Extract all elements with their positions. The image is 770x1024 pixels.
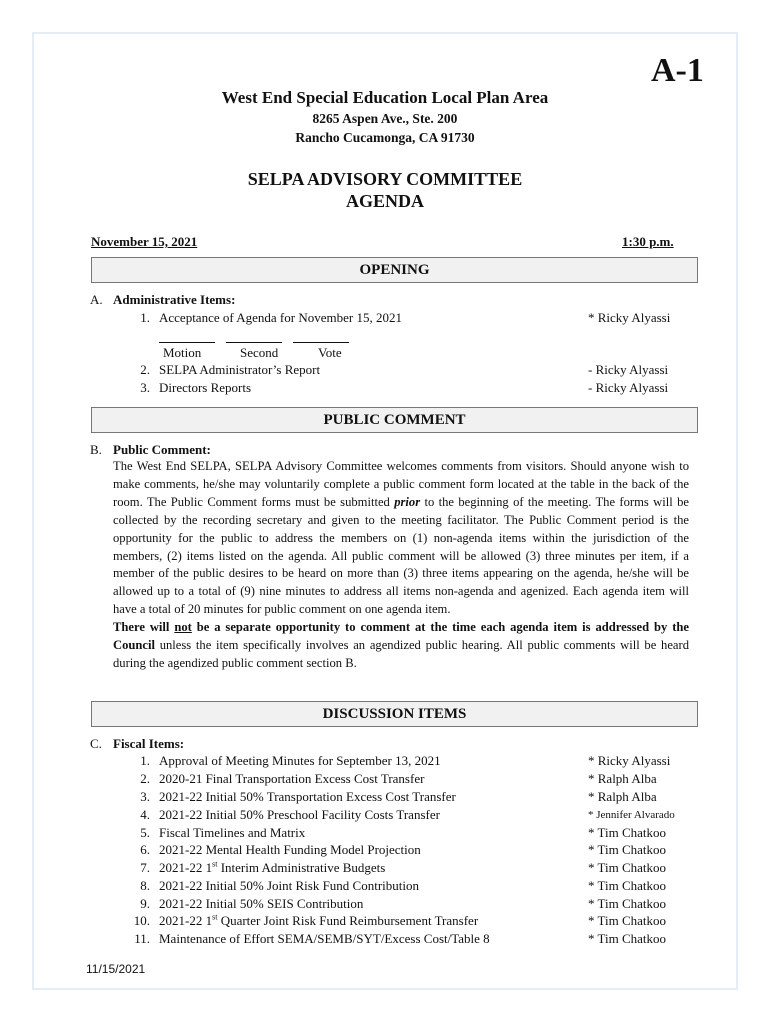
second-label: Second bbox=[240, 345, 279, 360]
agenda-item-presenter: * Ralph Alba bbox=[588, 789, 657, 804]
agenda-item-text: 2021-22 Initial 50% SEIS Contribution bbox=[159, 896, 364, 911]
agenda-item-text: 2021-22 Initial 50% Transportation Excess Cost Transfer bbox=[159, 789, 456, 804]
notice-text: be a separate opportunity to comment at the time each agenda item is addressed by the Council bbox=[113, 620, 689, 653]
agenda-item-presenter: * Ralph Alba bbox=[588, 771, 657, 786]
agenda-item-text: 2021-22 Initial 50% Joint Risk Fund Contribution bbox=[159, 878, 420, 893]
motion-label: Motion bbox=[163, 345, 202, 360]
item-number: 9. bbox=[140, 896, 150, 911]
emphasis-not: not bbox=[174, 620, 192, 635]
item-number: 4. bbox=[140, 807, 150, 822]
item-number: 1. bbox=[140, 310, 150, 325]
document-type: AGENDA bbox=[345, 191, 424, 211]
agenda-item-text: Fiscal Timelines and Matrix bbox=[159, 825, 306, 840]
agenda-item-text: Directors Reports bbox=[159, 380, 252, 395]
vote-blank bbox=[293, 332, 349, 343]
agenda-item-presenter: * Jennifer Alvarado bbox=[588, 809, 675, 821]
footer-date: 11/15/2021 bbox=[86, 962, 146, 976]
agenda-item-text bbox=[159, 912, 478, 930]
public-comment-section-bar: PUBLIC COMMENT bbox=[91, 407, 698, 433]
agenda-item-presenter: * Tim Chatkoo bbox=[588, 878, 667, 893]
item-number: 2. bbox=[140, 771, 150, 786]
public-comment-paragraph bbox=[113, 458, 689, 619]
committee-title: SELPA ADVISORY COMMITTEE bbox=[247, 169, 523, 189]
agenda-item-text: SELPA Administrator’s Report bbox=[159, 362, 321, 377]
agenda-item-presenter: * Tim Chatkoo bbox=[588, 913, 667, 928]
agenda-item-text: Maintenance of Effort SEMA/SEMB/SYT/Excess Cost/Table 8 bbox=[159, 931, 490, 946]
ordinal-suffix: st bbox=[212, 859, 218, 869]
notice-text: There will bbox=[113, 620, 175, 635]
item-number: 2. bbox=[140, 362, 150, 377]
item-number: 5. bbox=[140, 825, 150, 840]
item-number: 3. bbox=[140, 380, 150, 395]
paragraph-text: The West End SELPA, SELPA Advisory Committee welcomes comments from visitors. Should anyone wish to make comments, he/she may voluntarily complete a public comment form located at the table in the back of the room. The Public Comment forms must be submitted bbox=[113, 459, 689, 509]
vote-label: Vote bbox=[318, 345, 342, 360]
item-number: 8. bbox=[140, 878, 150, 893]
address-line-1: 8265 Aspen Ave., Ste. 200 bbox=[312, 111, 458, 126]
item-text-part: 2021-22 1 bbox=[159, 860, 213, 875]
vote-labels bbox=[163, 344, 342, 362]
agenda-item-presenter: * Tim Chatkoo bbox=[588, 842, 667, 857]
item-number: 10. bbox=[133, 913, 150, 928]
agenda-item-presenter: - Ricky Alyassi bbox=[588, 380, 669, 395]
public-comment-notice bbox=[113, 619, 689, 673]
public-comment-body bbox=[113, 458, 689, 673]
organization-name: West End Special Education Local Plan Area bbox=[221, 88, 549, 107]
item-text-part: Quarter Joint Risk Fund Reimbursement Transfer bbox=[217, 913, 479, 928]
agenda-item-text bbox=[159, 859, 385, 877]
agenda-item-presenter: * Ricky Alyassi bbox=[588, 753, 671, 768]
section-letter-a: A. bbox=[90, 292, 103, 307]
opening-section-bar: OPENING bbox=[91, 257, 698, 283]
agenda-item-text: 2021-22 Initial 50% Preschool Facility Costs Transfer bbox=[159, 807, 440, 822]
meeting-date: November 15, 2021 bbox=[91, 234, 198, 249]
item-number: 1. bbox=[140, 753, 150, 768]
second-blank bbox=[226, 332, 282, 343]
item-text-part: 2021-22 1 bbox=[159, 913, 213, 928]
agenda-item-text: 2020-21 Final Transportation Excess Cost Transfer bbox=[159, 771, 425, 786]
agenda-item-text: 2021-22 Mental Health Funding Model Projection bbox=[159, 842, 421, 857]
agenda-item-presenter: * Tim Chatkoo bbox=[588, 931, 667, 946]
item-number: 11. bbox=[134, 931, 150, 946]
section-title-fiscal: Fiscal Items: bbox=[113, 736, 185, 751]
address-line-2: Rancho Cucamonga, CA 91730 bbox=[295, 130, 475, 145]
agenda-item-presenter: * Tim Chatkoo bbox=[588, 825, 667, 840]
item-number: 7. bbox=[140, 860, 150, 875]
agenda-item-presenter: * Ricky Alyassi bbox=[588, 310, 671, 325]
agenda-item-presenter: * Tim Chatkoo bbox=[588, 860, 667, 875]
agenda-item-text: Approval of Meeting Minutes for September 13, 2021 bbox=[159, 753, 441, 768]
agenda-item-presenter: * Tim Chatkoo bbox=[588, 896, 667, 911]
section-title-administrative: Administrative Items: bbox=[113, 292, 236, 307]
paragraph-text: to the beginning of the meeting. The forms will be collected by the recording secretary and given to the meeting facilitator. The Public Comment period is the opportunity for the public to address the members on (1) non-agenda items within the jurisdiction of the members, (2) items listed on the agenda. All public comment will be allowed (3) three minutes per item, if a member of the public desires to be heard on more than (3) three items appearing on the agenda, he/she will be allowed up to a total of (9) nine minutes to address all items non-agenda and agenized. Each agenda item will have a total of 20 minutes for public comment on one agenda item. bbox=[113, 494, 689, 617]
ordinal-suffix: st bbox=[212, 912, 218, 922]
agenda-item-text: Acceptance of Agenda for November 15, 2021 bbox=[159, 310, 402, 325]
item-number: 3. bbox=[140, 789, 150, 804]
section-letter-c: C. bbox=[90, 736, 102, 751]
discussion-section-bar: DISCUSSION ITEMS bbox=[91, 701, 698, 727]
emphasis-prior: prior bbox=[394, 494, 421, 509]
item-number: 6. bbox=[140, 842, 150, 857]
agenda-item-presenter: - Ricky Alyassi bbox=[588, 362, 669, 377]
section-letter-b: B. bbox=[90, 442, 102, 457]
meeting-time: 1:30 p.m. bbox=[622, 234, 674, 249]
notice-text: unless the item specifically involves an agendized public hearing. All public comments will be heard during the agendized public comment section B. bbox=[113, 638, 689, 670]
section-title-public-comment: Public Comment: bbox=[113, 442, 211, 457]
item-text-part: Interim Administrative Budgets bbox=[217, 860, 386, 875]
page-label: A-1 bbox=[651, 52, 704, 89]
motion-blank bbox=[159, 332, 215, 343]
